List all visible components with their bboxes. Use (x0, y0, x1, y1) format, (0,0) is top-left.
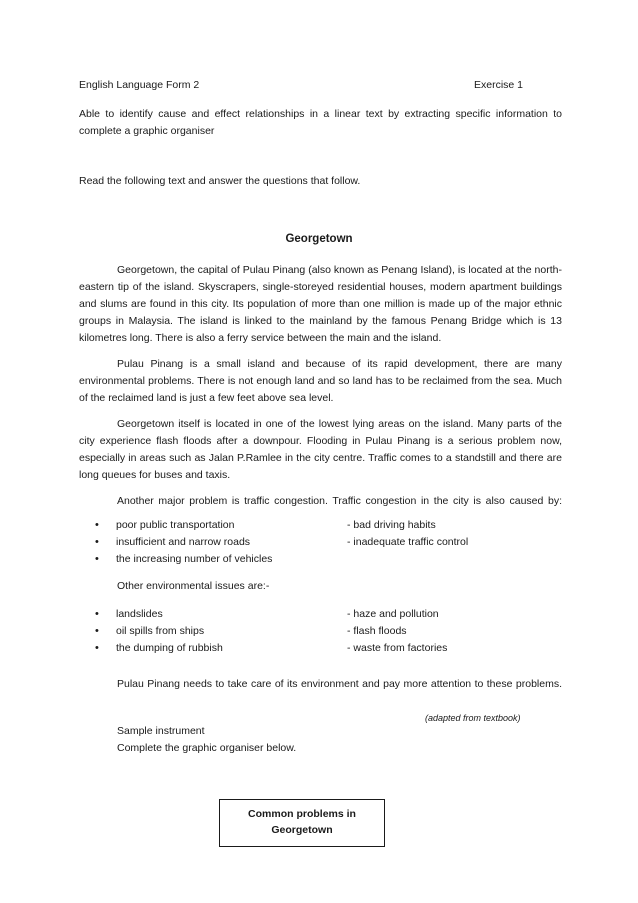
list-item-left: landslides (116, 608, 163, 620)
graphic-organiser-box (219, 799, 385, 847)
list-item (95, 623, 555, 640)
list-item (95, 534, 555, 551)
paragraph-line: especially in areas such as Jalan P.Ramlee in the city centre. Traffic comes to a standstill and there are (79, 452, 562, 464)
list-item-left: the increasing number of vehicles (116, 553, 273, 565)
paragraph-6: Pulau Pinang needs to take care of its environment and pay more attention to these problems. (117, 678, 562, 690)
list-item-right: - bad driving habits (347, 519, 436, 531)
paragraph-line: environmental problems. There is not enough land and so land has to be reclaimed from the sea. Much (79, 375, 562, 387)
list-item-right: - haze and pollution (347, 608, 439, 620)
paragraph-line: long queues for buses and taxis. (79, 469, 231, 481)
list-item (95, 606, 555, 623)
list-item-right: - flash floods (347, 625, 407, 637)
objective-line-2: complete a graphic organiser (79, 125, 215, 137)
paragraph-line: and slums are found in this city. Its population of more than one million is made up of the major ethnic (79, 298, 562, 310)
task-label: Sample instrument (117, 725, 205, 737)
paragraph-line: Georgetown itself is located in one of the lowest lying areas on the island. Many parts of the (117, 418, 562, 430)
passage-title: Georgetown (285, 233, 353, 245)
reading-instruction: Read the following text and answer the questions that follow. (79, 175, 361, 187)
paragraph-5: Other environmental issues are:- (117, 580, 270, 592)
paragraph-line: eastern tip of the island. Skyscrapers, single-storeyed residential houses, modern apartment buildings (79, 281, 562, 293)
bullet-icon: • (95, 608, 99, 620)
exercise-number: Exercise 1 (474, 79, 524, 91)
organiser-line-1: Common problems in (248, 808, 356, 820)
paragraph-line: kilometres long. There is also a ferry service between the main and the island. (79, 332, 442, 344)
organiser-line-2: Georgetown (271, 824, 333, 836)
list-item-right: - inadequate traffic control (347, 536, 469, 548)
source-note: (adapted from textbook) (425, 713, 521, 723)
list-item-left: the dumping of rubbish (116, 642, 223, 654)
course-title: English Language Form 2 (79, 79, 200, 91)
paragraph-line: groups in Malaysia. The island is linked to the mainland by the famous Penang Bridge which is 13 (79, 315, 562, 327)
bullet-icon: • (95, 642, 99, 654)
task-instruction: Complete the graphic organiser below. (117, 742, 297, 754)
list-item (95, 551, 555, 568)
bullet-icon: • (95, 536, 99, 548)
bullet-icon: • (95, 519, 99, 531)
paragraph-4: Another major problem is traffic congestion. Traffic congestion in the city is also caused by: (117, 495, 562, 507)
list-item-left: oil spills from ships (116, 625, 205, 637)
list-item-left: poor public transportation (116, 519, 235, 531)
list-item (95, 640, 555, 657)
list-item-left: insufficient and narrow roads (116, 536, 251, 548)
paragraph-line: Georgetown, the capital of Pulau Pinang (also known as Penang Island), is located at the north- (117, 264, 562, 276)
paragraph-line: Pulau Pinang is a small island and because of its rapid development, there are many (117, 358, 562, 370)
bullet-icon: • (95, 625, 99, 637)
list-item-right: - waste from factories (347, 642, 448, 654)
objective-line-1: Able to identify cause and effect relationships in a linear text by extracting specific information to (79, 108, 562, 120)
list-item (95, 517, 555, 534)
paragraph-line: of the reclaimed land is just a few feet above sea level. (79, 392, 334, 404)
bullet-icon: • (95, 553, 99, 565)
paragraph-line: city experience flash floods after a downpour. Flooding in Pulau Pinang is a serious problem now, (79, 435, 562, 447)
